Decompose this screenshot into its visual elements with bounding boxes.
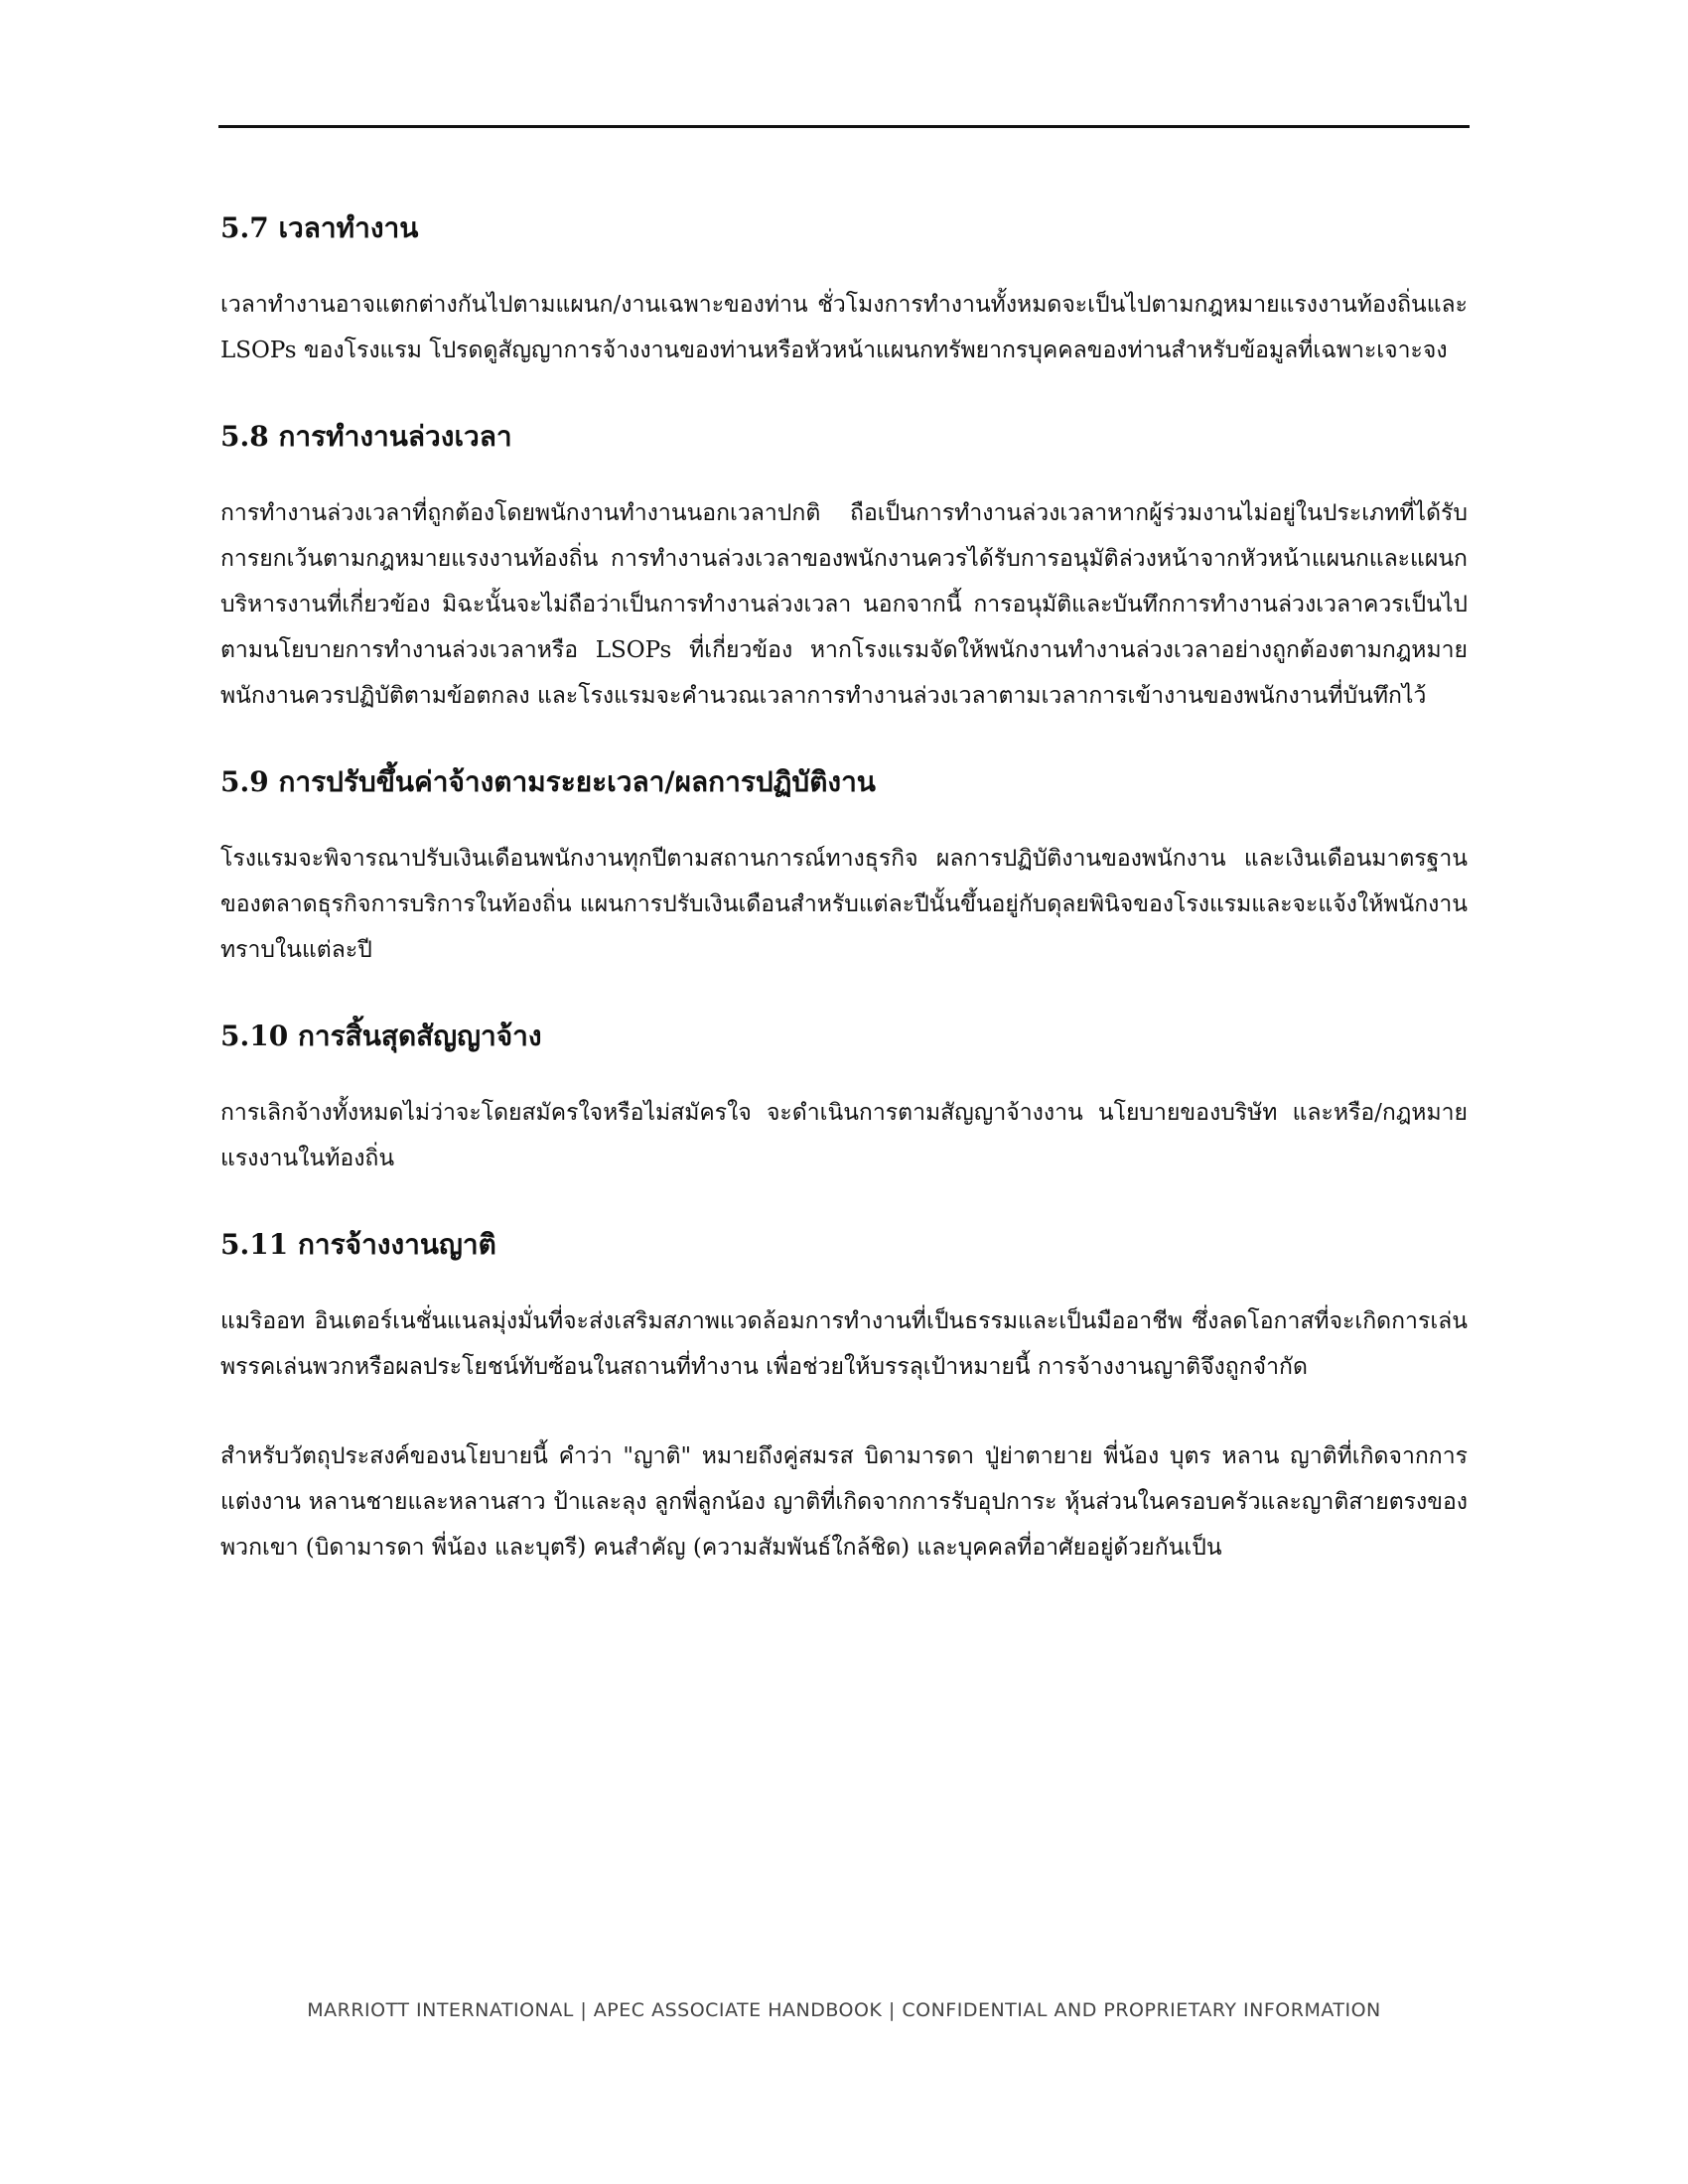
section-heading: 5.7 เวลาทำงาน	[220, 211, 419, 244]
section-paragraph: เวลาทำงานอาจแตกต่างกันไปตามแผนก/งานเฉพาะของท่าน ชั่วโมงการทำงานทั้งหมดจะเป็นไปตามกฎหมายแรงงานท้องถิ่นและ LSOPs ของโรงแรม โปรดดูสัญญาการจ้างงานของท่านหรือหัวหน้าแผนกทรัพยากรบุคคลของท่านสำหรับข้อมูลที่เฉพาะเจาะจง	[220, 292, 1468, 363]
section-heading: 5.11 การจ้างงานญาติ	[220, 1228, 496, 1261]
section-5-11	[220, 1225, 1468, 1570]
section-paragraph: สำหรับวัตถุประสงค์ของนโยบายนี้ คำว่า "ญาติ" หมายถึงคู่สมรส บิดามารดา ปู่ย่าตายาย พี่น้อง บุตร หลาน ญาติที่เกิดจากการแต่งงาน หลานชายและหลานสาว ป้าและลุง ลูกพี่ลูกน้อง ญาติที่เกิดจากการรับอุปการะ หุ้นส่วนในครอบครัวและญาติสายตรงของพวกเขา (บิดามารดา พี่น้อง และบุตรี) คนสำคัญ (ความสัมพันธ์ใกล้ชิด) และบุคคลที่อาศัยอยู่ด้วยกันเป็น	[220, 1443, 1468, 1561]
section-paragraph: โรงแรมจะพิจารณาปรับเงินเดือนพนักงานทุกปีตามสถานการณ์ทางธุรกิจ ผลการปฏิบัติงานของพนักงาน และเงินเดือนมาตรฐานของตลาดธุรกิจการบริการในท้องถิ่น แผนการปรับเงินเดือนสำหรับแต่ละปีนั้นขึ้นอยู่กับดุลยพินิจของโรงแรมและจะแจ้งให้พนักงานทราบในแต่ละปี	[220, 846, 1468, 963]
document-body	[220, 208, 1468, 1570]
page-footer: MARRIOTT INTERNATIONAL | APEC ASSOCIATE HANDBOOK | CONFIDENTIAL AND PROPRIETARY INFORMATION	[307, 1999, 1381, 2021]
section-5-10	[220, 1017, 1468, 1181]
section-paragraph: แมริออท อินเตอร์เนชั่นแนลมุ่งมั่นที่จะส่งเสริมสภาพแวดล้อมการทำงานที่เป็นธรรมและเป็นมืออาชีพ ซึ่งลดโอกาสที่จะเกิดการเล่นพรรคเล่นพวกหรือผลประโยชน์ทับซ้อนในสถานที่ทำงาน เพื่อช่วยให้บรรลุเป้าหมายนี้ การจ้างงานญาติจึงถูกจำกัด	[220, 1308, 1468, 1380]
section-heading: 5.9 การปรับขึ้นค่าจ้างตามระยะเวลา/ผลการปฏิบัติงาน	[220, 765, 876, 798]
section-paragraph: การเลิกจ้างทั้งหมดไม่ว่าจะโดยสมัครใจหรือไม่สมัครใจ จะดำเนินการตามสัญญาจ้างงาน นโยบายของบริษัท และหรือ/กฎหมายแรงงานในท้องถิ่น	[220, 1100, 1468, 1171]
section-heading: 5.8 การทำงานล่วงเวลา	[220, 420, 512, 453]
section-paragraph: การทำงานล่วงเวลาที่ถูกต้องโดยพนักงานทำงานนอกเวลาปกติ ถือเป็นการทำงานล่วงเวลาหากผู้ร่วมงานไม่อยู่ในประเภทที่ได้รับการยกเว้นตามกฎหมายแรงงานท้องถิ่น การทำงานล่วงเวลาของพนักงานควรได้รับการอนุมัติล่วงหน้าจากหัวหน้าแผนกและแผนกบริหารงานที่เกี่ยวข้อง มิฉะนั้นจะไม่ถือว่าเป็นการทำงานล่วงเวลา นอกจากนี้ การอนุมัติและบันทึกการทำงานล่วงเวลาควรเป็นไปตามนโยบายการทำงานล่วงเวลาหรือ LSOPs ที่เกี่ยวข้อง หากโรงแรมจัดให้พนักงานทำงานล่วงเวลาอย่างถูกต้องตามกฎหมาย พนักงานควรปฏิบัติตามข้อตกลง และโรงแรมจะคำนวณเวลาการทำงานล่วงเวลาตามเวลาการเข้างานของพนักงานที่บันทึกไว้	[220, 500, 1468, 709]
section-5-8	[220, 417, 1468, 719]
header-rule	[218, 125, 1470, 128]
section-heading: 5.10 การสิ้นสุดสัญญาจ้าง	[220, 1020, 542, 1052]
section-5-9	[220, 762, 1468, 973]
section-5-7	[220, 208, 1468, 373]
